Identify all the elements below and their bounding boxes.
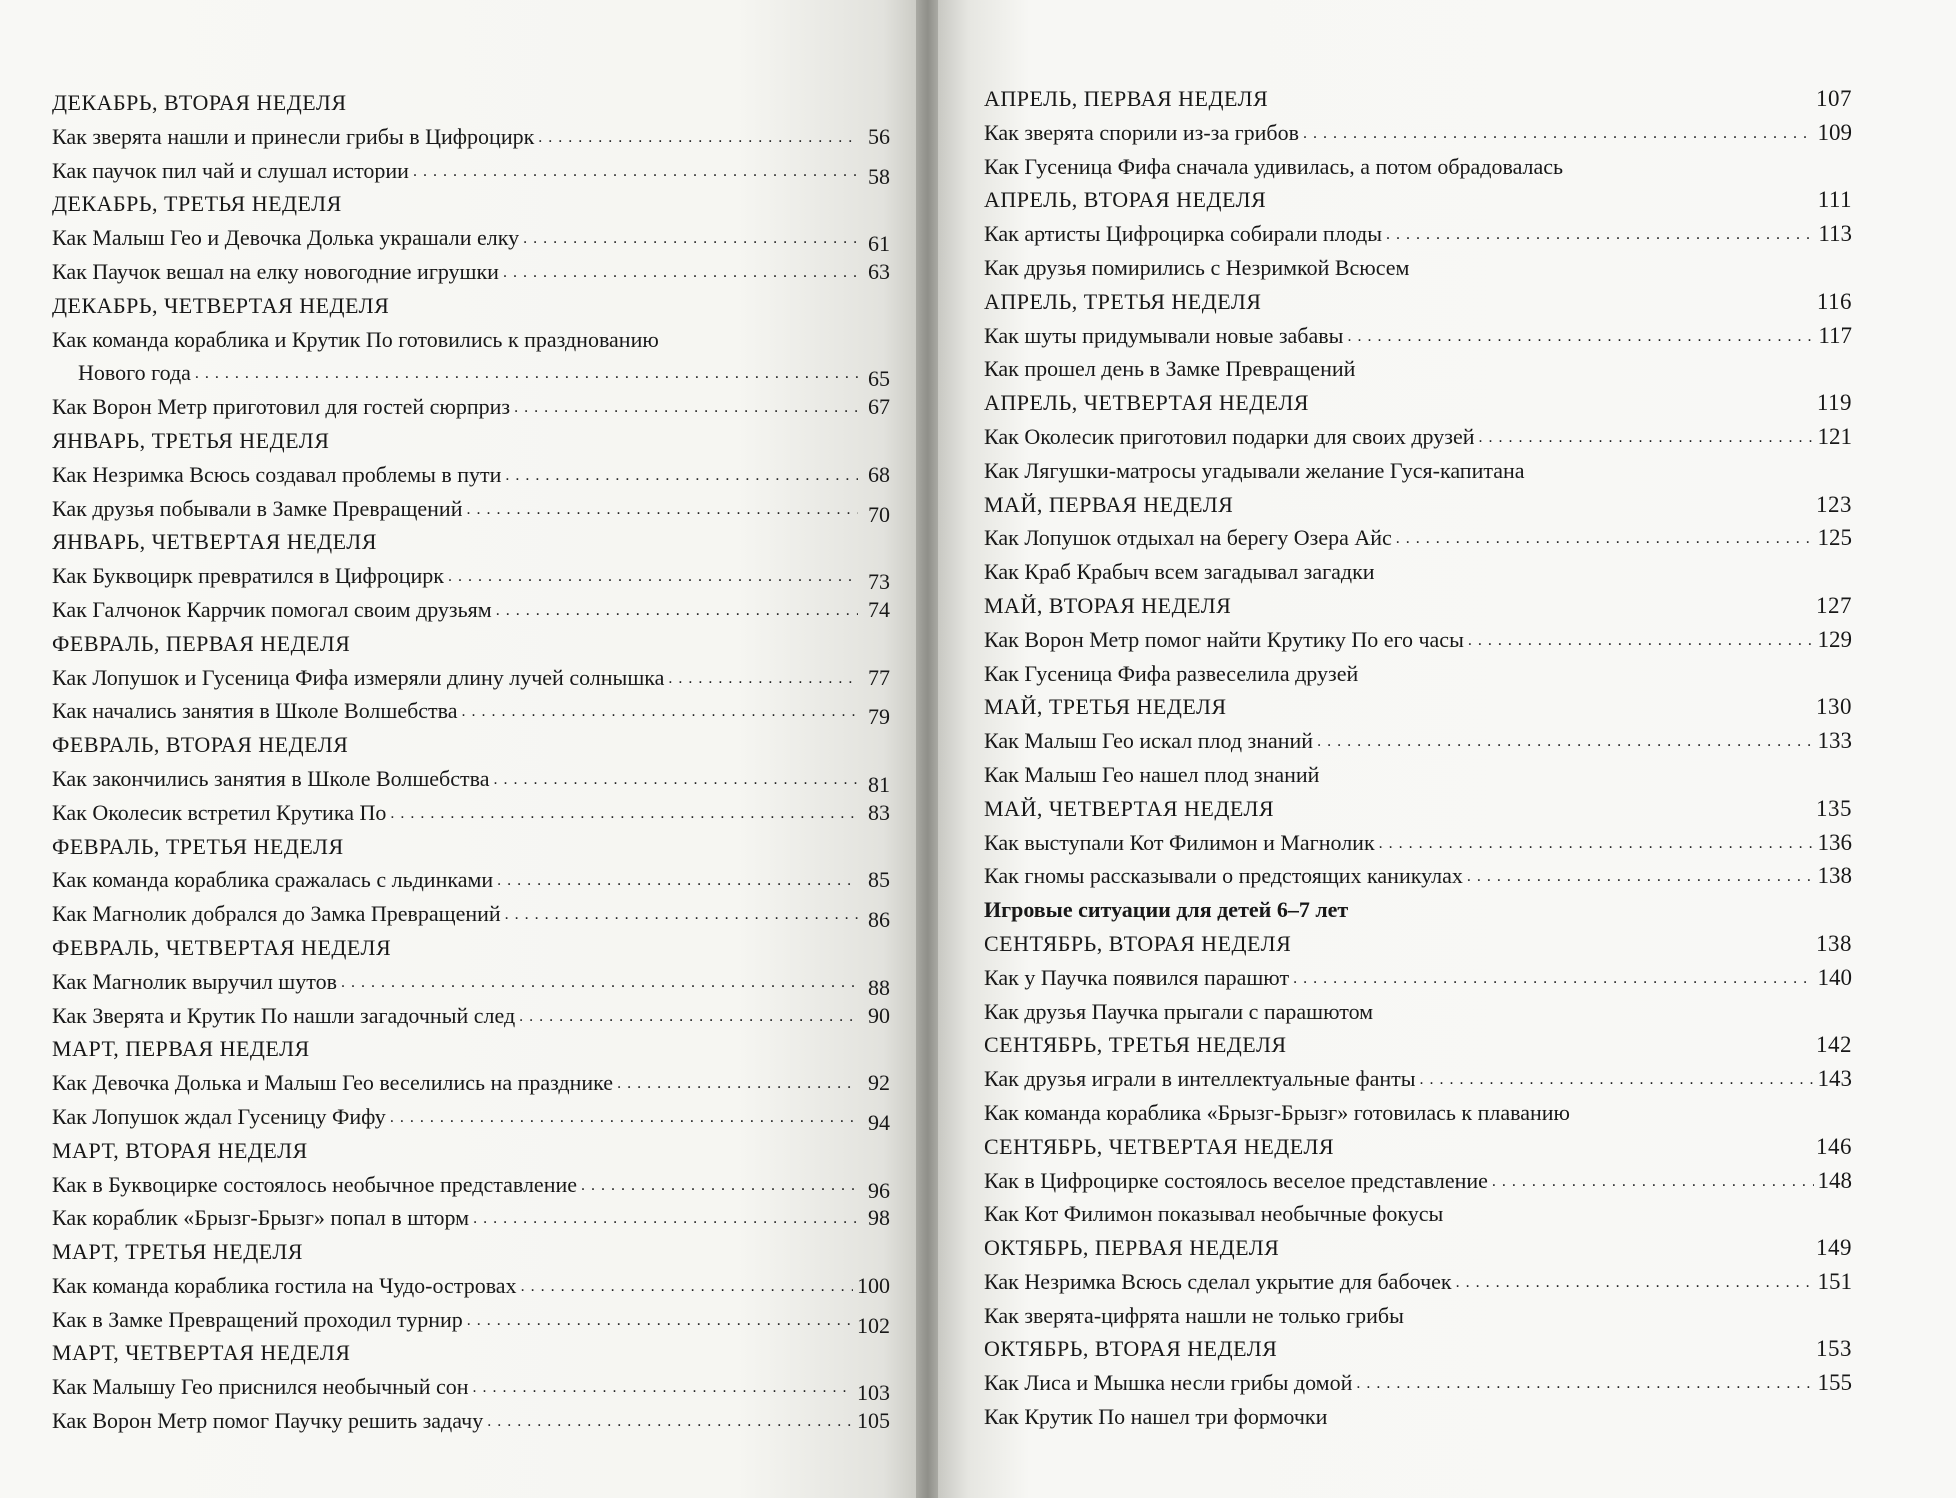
toc-dot-leader — [496, 591, 858, 628]
toc-page-number: 83 — [868, 799, 890, 825]
toc-section-heading — [52, 1134, 890, 1168]
toc-entry — [984, 1265, 1852, 1299]
toc-entry — [984, 1299, 1852, 1333]
toc-page-number: 105 — [857, 1408, 890, 1434]
toc-entry-title: МАРТ, ПЕРВАЯ НЕДЕЛЯ — [52, 1036, 310, 1062]
toc-page-number: 73 — [868, 569, 890, 595]
toc-entry-title: Как Гусеница Фифа развеселила друзей — [984, 660, 1359, 686]
toc-section-heading — [984, 285, 1852, 319]
toc-entry-title: СЕНТЯБРЬ, ЧЕТВЕРТАЯ НЕДЕЛЯ — [984, 1133, 1335, 1159]
toc-entry-title: ФЕВРАЛЬ, ТРЕТЬЯ НЕДЕЛЯ — [52, 833, 344, 859]
toc-page-number: 90 — [868, 1002, 890, 1028]
toc-page-number: 113 — [1818, 221, 1852, 247]
toc-entry-title: Как Ворон Метр приготовил для гостей сюрприз — [52, 394, 511, 420]
toc-section-heading — [984, 927, 1852, 961]
toc-dot-leader — [514, 388, 858, 425]
toc-page-number: 142 — [1816, 1032, 1852, 1058]
toc-entry — [52, 120, 890, 154]
toc-entry — [52, 863, 890, 897]
toc-entry — [984, 995, 1852, 1029]
toc-dot-leader — [1420, 1060, 1814, 1097]
toc-section-heading — [984, 1130, 1852, 1164]
toc-dot-leader — [503, 253, 858, 290]
toc-entry-title: Как друзья Паучка прыгали с парашютом — [984, 998, 1374, 1024]
toc-page-number: 155 — [1817, 1370, 1852, 1396]
toc-entry-title: МАЙ, ЧЕТВЕРТАЯ НЕДЕЛЯ — [984, 795, 1275, 821]
toc-page-number: 86 — [868, 907, 890, 933]
toc-entry-title: Как паучок пил чай и слушал истории — [52, 157, 409, 183]
toc-entry — [52, 694, 890, 728]
toc-page-number: 94 — [868, 1109, 890, 1135]
toc-entry-title: ОКТЯБРЬ, ПЕРВАЯ НЕДЕЛЯ — [984, 1235, 1280, 1261]
toc-page-number: 77 — [868, 664, 890, 690]
toc-entry-title: Как друзья играли в интеллектуальные фанты — [984, 1066, 1416, 1092]
toc-entry — [984, 116, 1852, 150]
toc-entry-title: МАРТ, ВТОРАЯ НЕДЕЛЯ — [52, 1137, 308, 1163]
toc-section-heading — [984, 488, 1852, 522]
toc-dot-leader — [668, 659, 858, 696]
toc-entry-title: Как Незримка Всюсь сделал укрытие для бабочек — [984, 1268, 1452, 1294]
toc-page-number: 149 — [1816, 1235, 1852, 1261]
toc-page-number: 117 — [1818, 322, 1852, 348]
toc-dot-leader — [1468, 621, 1814, 658]
toc-entry — [52, 390, 890, 424]
toc-entry — [52, 1100, 890, 1134]
toc-section-heading — [52, 931, 890, 965]
toc-entry-title: Как Лопушок и Гусеница Фифа измеряли длину лучей солнышка — [52, 664, 665, 690]
toc-entry — [52, 1201, 890, 1235]
toc-entry-title: Как Зверята и Крутик По нашли загадочный след — [52, 1002, 516, 1028]
toc-entry — [984, 1096, 1852, 1130]
toc-dot-leader — [467, 1301, 853, 1338]
toc-page-number: 153 — [1816, 1336, 1852, 1362]
toc-dot-leader — [195, 354, 858, 391]
toc-section-heading — [52, 86, 890, 120]
toc-entry-title: Как начались занятия в Школе Волшебства — [52, 698, 458, 724]
toc-dot-leader — [1396, 519, 1814, 556]
toc-page-number: 143 — [1817, 1066, 1852, 1092]
toc-page-number: 58 — [868, 163, 890, 189]
toc-section-heading — [984, 1231, 1852, 1265]
toc-entry — [52, 492, 890, 526]
toc-dot-leader — [1303, 114, 1813, 151]
toc-entry-title: ФЕВРАЛЬ, ЧЕТВЕРТАЯ НЕДЕЛЯ — [52, 934, 392, 960]
toc-entry-title: Как Девочка Долька и Малыш Гео веселились на празднике — [52, 1070, 614, 1096]
toc-entry-title: Как Магнолик выручил шутов — [52, 968, 337, 994]
toc-entry — [984, 961, 1852, 995]
toc-page-number: 130 — [1816, 694, 1852, 720]
toc-dot-leader — [505, 456, 858, 493]
toc-entry-title: Как Лопушок ждал Гусеницу Фифу — [52, 1103, 386, 1129]
toc-section-heading — [52, 627, 890, 661]
toc-entry-title: Как у Паучка появился парашют — [984, 964, 1290, 990]
toc-entry — [52, 458, 890, 492]
toc-dot-leader — [390, 794, 858, 831]
toc-entry-title: СЕНТЯБРЬ, ВТОРАЯ НЕДЕЛЯ — [984, 930, 1292, 956]
toc-entry — [52, 897, 890, 931]
toc-dot-leader — [466, 490, 858, 527]
toc-entry — [984, 319, 1852, 353]
toc-entry-title: Как Ворон Метр помог Паучку решить задачу — [52, 1408, 484, 1434]
toc-page-number: 121 — [1817, 423, 1852, 449]
toc-section-heading — [984, 1332, 1852, 1366]
toc-entry-title: Как Кот Филимон показывал необычные фокусы — [984, 1201, 1444, 1227]
toc-entry-title: ФЕВРАЛЬ, ПЕРВАЯ НЕДЕЛЯ — [52, 630, 351, 656]
toc-entry-title: Как Магнолик добрался до Замка Превращений — [52, 901, 501, 927]
toc-entry-title: Нового года — [78, 360, 191, 386]
toc-page-number: 111 — [1817, 187, 1852, 213]
toc-entry-title: ЯНВАРЬ, ТРЕТЬЯ НЕДЕЛЯ — [52, 427, 330, 453]
toc-dot-leader — [538, 118, 858, 155]
toc-entry-title: Как Околесик встретил Крутика По — [52, 799, 387, 825]
toc-entry — [984, 555, 1852, 589]
toc-dot-leader — [1492, 1162, 1814, 1199]
toc-section-heading — [52, 1032, 890, 1066]
toc-entry-title: Как зверята спорили из-за грибов — [984, 119, 1300, 145]
toc-dot-leader — [1317, 722, 1813, 759]
toc-entry-title: АПРЕЛЬ, ЧЕТВЕРТАЯ НЕДЕЛЯ — [984, 390, 1309, 416]
toc-entry — [984, 724, 1852, 758]
toc-entry-title: Как Малыш Гео и Девочка Долька украшали елку — [52, 225, 520, 251]
toc-section-heading — [984, 82, 1852, 116]
toc-page-number: 56 — [868, 123, 890, 149]
toc-dot-leader — [1386, 215, 1814, 252]
toc-page-number: 74 — [868, 596, 890, 622]
toc-dot-leader — [1467, 857, 1814, 894]
toc-entry-title: Как друзья побывали в Замке Превращений — [52, 495, 463, 521]
toc-entry-title: ДЕКАБРЬ, ВТОРАЯ НЕДЕЛЯ — [52, 90, 347, 115]
toc-dot-leader — [341, 963, 858, 1000]
toc-entry-title: Как Краб Крабыч всем загадывал загадки — [984, 559, 1375, 585]
toc-entry — [984, 251, 1852, 285]
toc-entry-title: Как команда кораблика сражалась с льдинками — [52, 867, 494, 893]
toc-entry — [984, 1400, 1852, 1434]
toc-entry-title: Как зверята нашли и принесли грибы в Цифроцирк — [52, 123, 535, 149]
toc-dot-leader — [505, 895, 858, 932]
toc-dot-leader — [473, 1199, 858, 1236]
toc-dot-leader — [497, 861, 858, 898]
toc-entry — [984, 1197, 1852, 1231]
toc-section-heading — [52, 1235, 890, 1269]
toc-entry-title: Как Паучок вешал на елку новогодние игрушки — [52, 258, 499, 284]
toc-entry — [984, 150, 1852, 184]
toc-section-heading — [984, 589, 1852, 623]
toc-dot-leader — [1356, 1364, 1813, 1401]
toc-entry — [52, 796, 890, 830]
toc-entry — [52, 221, 890, 255]
toc-dot-leader — [462, 692, 858, 729]
toc-entry-title: Как Лиса и Мышка несли грибы домой — [984, 1370, 1353, 1396]
toc-entry-title: Как команда кораблика гостила на Чудо-островах — [52, 1272, 517, 1298]
toc-entry-title: Как в Замке Превращений проходил турнир — [52, 1306, 463, 1332]
toc-section-heading — [52, 187, 890, 221]
toc-section-heading — [984, 792, 1852, 826]
toc-section-heading — [52, 728, 890, 762]
toc-page-number: 63 — [868, 258, 890, 284]
left-page — [0, 0, 920, 1498]
toc-page-number: 109 — [1817, 119, 1852, 145]
toc-entry-title: Как Малыш Гео искал плод знаний — [984, 728, 1314, 754]
toc-entry — [52, 1370, 890, 1404]
toc-entry-title: Как Буквоцирк превратился в Цифроцирк — [52, 563, 444, 589]
toc-entry-title: ЯНВАРЬ, ЧЕТВЕРТАЯ НЕДЕЛЯ — [52, 529, 377, 555]
toc-entry-title: Как гномы рассказывали о предстоящих каникулах — [984, 863, 1463, 889]
toc-entry-title: Как Галчонок Каррчик помогал своим друзьям — [52, 596, 492, 622]
toc-section-heading — [984, 386, 1852, 420]
toc-entry — [52, 1404, 890, 1438]
toc-dot-leader — [523, 219, 858, 256]
toc-page-number: 116 — [1816, 288, 1852, 314]
toc-page-number: 107 — [1816, 86, 1852, 111]
toc-page-number: 138 — [1817, 863, 1852, 889]
toc-page-number: 100 — [857, 1272, 890, 1298]
toc-page-number: 65 — [868, 366, 890, 392]
right-page — [938, 0, 1956, 1498]
toc-entry-title: Как Околесик приготовил подарки для своих друзей — [984, 423, 1475, 449]
toc-entry-title: ДЕКАБРЬ, ЧЕТВЕРТАЯ НЕДЕЛЯ — [52, 292, 390, 318]
toc-page-number: 88 — [868, 974, 890, 1000]
toc-entry — [52, 1269, 890, 1303]
toc-page-number: 85 — [868, 867, 890, 893]
toc-entry — [52, 762, 890, 796]
toc-entry — [52, 1168, 890, 1202]
toc-page-number: 146 — [1816, 1133, 1852, 1159]
toc-section-heading — [52, 289, 890, 323]
toc-entry — [52, 255, 890, 289]
toc-page-number: 103 — [857, 1380, 890, 1406]
toc-dot-leader — [521, 1267, 853, 1304]
toc-entry-title: АПРЕЛЬ, ТРЕТЬЯ НЕДЕЛЯ — [984, 288, 1262, 314]
toc-section-heading — [52, 830, 890, 864]
toc-page-number: 135 — [1816, 795, 1852, 821]
toc-entry-title: Как артисты Цифроцирка собирали плоды — [984, 221, 1382, 247]
toc-entry-title: Как Крутик По нашел три формочки — [984, 1404, 1328, 1430]
toc-entry — [52, 1303, 890, 1337]
toc-entry — [984, 657, 1852, 691]
toc-entry-title: Как закончились занятия в Школе Волшебства — [52, 765, 490, 791]
toc-entry — [984, 217, 1852, 251]
toc-entry-title: ДЕКАБРЬ, ТРЕТЬЯ НЕДЕЛЯ — [52, 191, 342, 217]
toc-page-number: 81 — [868, 771, 890, 797]
toc-entry — [52, 999, 890, 1033]
toc-dot-leader — [473, 1368, 853, 1405]
toc-page-number: 102 — [857, 1312, 890, 1338]
toc-entry — [52, 154, 890, 188]
toc-entry — [52, 356, 890, 390]
toc-entry — [52, 1066, 890, 1100]
toc-entry — [52, 593, 890, 627]
toc-dot-leader — [448, 557, 858, 594]
toc-page-number: 125 — [1817, 525, 1852, 551]
toc-entry — [984, 420, 1852, 454]
toc-entry — [984, 859, 1852, 893]
toc-section-heading — [984, 183, 1852, 217]
toc-page-number: 119 — [1816, 390, 1852, 416]
toc-dot-leader — [1293, 959, 1813, 996]
toc-dot-leader — [413, 152, 858, 189]
toc-page-number: 133 — [1817, 728, 1852, 754]
toc-entry-title: Как Малыш Гео нашел плод знаний — [984, 761, 1320, 787]
toc-page-number: 151 — [1817, 1268, 1852, 1294]
toc-section-heading — [52, 424, 890, 458]
toc-dot-leader — [1379, 824, 1814, 861]
toc-page-number: 96 — [868, 1177, 890, 1203]
toc-entry — [52, 559, 890, 593]
toc-page-number: 68 — [868, 461, 890, 487]
toc-entry — [52, 323, 890, 357]
toc-entry-title: Как команда кораблика «Брызг-Брызг» готовилась к плаванию — [984, 1099, 1570, 1125]
toc-entry — [984, 521, 1852, 555]
toc-dot-leader — [1478, 418, 1813, 455]
toc-entry-title: Как выступали Кот Филимон и Магнолик — [984, 829, 1375, 855]
toc-dot-leader — [390, 1098, 858, 1135]
toc-entry — [52, 661, 890, 695]
toc-entry-title: Как друзья помирились с Незримкой Всюсем — [984, 254, 1410, 280]
toc-section-heading — [984, 690, 1852, 724]
toc-dot-leader — [487, 1402, 853, 1439]
toc-entry-title: МАЙ, ВТОРАЯ НЕДЕЛЯ — [984, 592, 1232, 618]
toc-dot-leader — [1456, 1263, 1814, 1300]
toc-entry-title: АПРЕЛЬ, ВТОРАЯ НЕДЕЛЯ — [984, 187, 1267, 213]
toc-entry — [984, 352, 1852, 386]
toc-entry-title: МАРТ, ЧЕТВЕРТАЯ НЕДЕЛЯ — [52, 1340, 351, 1366]
toc-entry — [984, 893, 1852, 927]
toc-entry-title: Как шуты придумывали новые забавы — [984, 322, 1344, 348]
toc-page-number: 98 — [868, 1205, 890, 1231]
toc-entry-title: Как в Буквоцирке состоялось необычное представление — [52, 1171, 578, 1197]
toc-entry-title: Как в Цифроцирке состоялось веселое представление — [984, 1167, 1488, 1193]
toc-entry-title: Как Незримка Всюсь создавал проблемы в пути — [52, 461, 502, 487]
toc-page-number: 127 — [1816, 592, 1852, 618]
toc-entry-title: Как Ворон Метр помог найти Крутику По его часы — [984, 626, 1464, 652]
toc-entry — [984, 1062, 1852, 1096]
toc-entry — [984, 826, 1852, 860]
table-of-contents-right — [984, 82, 1852, 1434]
toc-section-heading — [52, 1336, 890, 1370]
toc-entry-title: МАЙ, ПЕРВАЯ НЕДЕЛЯ — [984, 491, 1234, 517]
toc-entry-title: Как прошел день в Замке Превращений — [984, 356, 1356, 382]
toc-entry-title: Игровые ситуации для детей 6–7 лет — [984, 897, 1349, 923]
toc-dot-leader — [617, 1064, 858, 1101]
toc-entry-title: СЕНТЯБРЬ, ТРЕТЬЯ НЕДЕЛЯ — [984, 1032, 1287, 1058]
toc-page-number: 123 — [1816, 491, 1852, 517]
toc-page-number: 79 — [868, 704, 890, 730]
toc-page-number: 61 — [868, 231, 890, 257]
toc-dot-leader — [494, 760, 859, 797]
toc-entry — [984, 623, 1852, 657]
toc-dot-leader — [581, 1166, 858, 1203]
toc-page-number: 67 — [868, 394, 890, 420]
toc-entry — [984, 1366, 1852, 1400]
toc-page-number: 140 — [1817, 964, 1852, 990]
toc-entry-title: Как кораблик «Брызг-Брызг» попал в шторм — [52, 1205, 470, 1231]
toc-entry-title: Как Малышу Гео приснился необычный сон — [52, 1374, 469, 1400]
toc-page-number: 70 — [868, 501, 890, 527]
toc-dot-leader — [1347, 317, 1814, 354]
toc-entry — [984, 1164, 1852, 1198]
toc-entry — [984, 758, 1852, 792]
toc-entry-title: МАЙ, ТРЕТЬЯ НЕДЕЛЯ — [984, 694, 1227, 720]
toc-entry-title: Как команда кораблика и Крутик По готовились к празднованию — [52, 326, 659, 352]
toc-entry-title: Как Лопушок отдыхал на берегу Озера Айс — [984, 525, 1392, 551]
toc-section-heading — [52, 525, 890, 559]
toc-entry-title: МАРТ, ТРЕТЬЯ НЕДЕЛЯ — [52, 1239, 303, 1265]
toc-dot-leader — [519, 997, 858, 1034]
toc-entry-title: ОКТЯБРЬ, ВТОРАЯ НЕДЕЛЯ — [984, 1336, 1278, 1362]
toc-entry-title: Как Гусеница Фифа сначала удивилась, а потом обрадовалась — [984, 153, 1564, 179]
toc-entry-title: АПРЕЛЬ, ПЕРВАЯ НЕДЕЛЯ — [984, 86, 1269, 111]
toc-entry-title: Как Лягушки-матросы угадывали желание Гуся-капитана — [984, 457, 1525, 483]
toc-entry — [984, 454, 1852, 488]
toc-page-number: 138 — [1816, 930, 1852, 956]
toc-entry-title: ФЕВРАЛЬ, ВТОРАЯ НЕДЕЛЯ — [52, 732, 349, 758]
toc-page-number: 136 — [1817, 829, 1852, 855]
toc-page-number: 92 — [868, 1070, 890, 1096]
toc-entry-title: Как зверята-цифрята нашли не только грибы — [984, 1302, 1404, 1328]
toc-page-number: 148 — [1817, 1167, 1852, 1193]
toc-entry — [52, 965, 890, 999]
toc-page-number: 129 — [1817, 626, 1852, 652]
table-of-contents-left — [52, 86, 890, 1438]
toc-section-heading — [984, 1028, 1852, 1062]
